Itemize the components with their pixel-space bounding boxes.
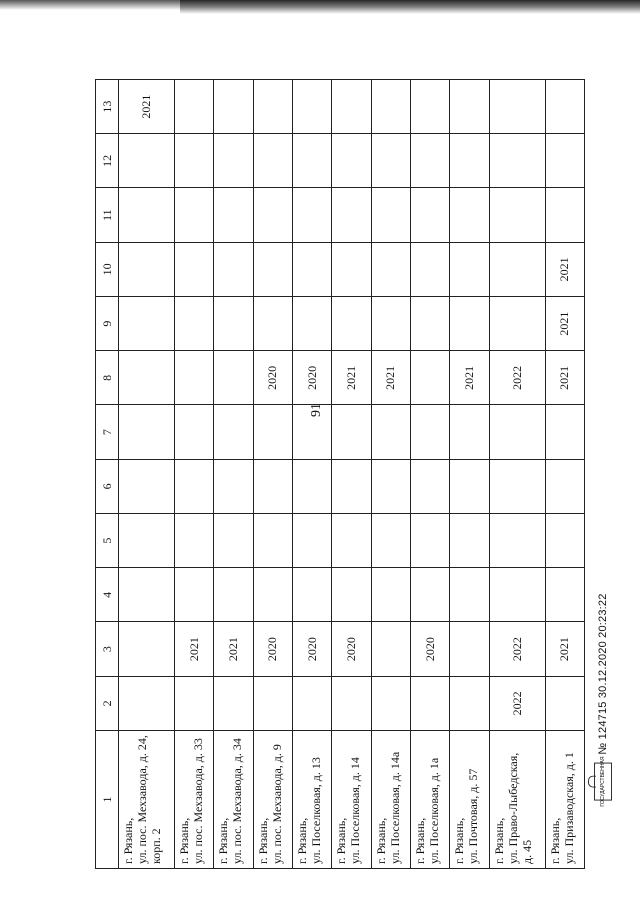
- year-cell-col-13: [214, 80, 253, 134]
- year-cell-col-10: [175, 242, 214, 296]
- year-cell-col-4: [450, 568, 489, 622]
- year-cell-col-8: [175, 351, 214, 405]
- address-cell: [489, 731, 545, 869]
- address-line: г. Рязань,: [373, 817, 388, 864]
- year-cell-col-11: [253, 188, 292, 242]
- year-cell-col-8: 2021: [545, 351, 584, 405]
- year-cell-col-12: [214, 134, 253, 188]
- year-cell-col-8: 2021: [332, 351, 371, 405]
- address-line: г. Рязань,: [334, 817, 349, 864]
- year-cell-col-3: 2020: [410, 622, 449, 676]
- year-cell-col-11: [332, 188, 371, 242]
- table-body: [119, 80, 585, 869]
- address-line: г. Рязань,: [491, 817, 506, 864]
- year-cell-col-13: [371, 80, 410, 134]
- year-cell-col-13: [292, 80, 331, 134]
- year-cell-col-7: [332, 405, 371, 459]
- address-line: ул. Поселковая, д. 13: [308, 757, 323, 864]
- year-cell-col-5: [332, 514, 371, 568]
- year-cell-col-6: [292, 459, 331, 513]
- year-cell-col-6: [545, 459, 584, 513]
- year-cell-col-4: [119, 568, 175, 622]
- year-cell-col-2: [332, 676, 371, 730]
- address-line: ул. пос. Мехзавода, д. 24,: [135, 735, 149, 864]
- column-header-13: 13: [96, 80, 119, 134]
- year-cell-col-4: [410, 568, 449, 622]
- year-cell-col-3: 2022: [489, 622, 545, 676]
- address-line: г. Рязань,: [255, 817, 270, 864]
- year-cell-col-9: [119, 297, 175, 351]
- year-cell-col-10: 2021: [545, 242, 584, 296]
- year-cell-col-10: [214, 242, 253, 296]
- year-cell-col-11: [545, 188, 584, 242]
- year-cell-col-3: [119, 622, 175, 676]
- year-cell-col-5: [292, 514, 331, 568]
- year-cell-col-7: [119, 405, 175, 459]
- year-cell-col-10: [332, 242, 371, 296]
- year-cell-col-12: [119, 134, 175, 188]
- address-line: ул. Почтовая, д. 57: [466, 768, 481, 864]
- year-cell-col-10: [450, 242, 489, 296]
- table-row: [253, 80, 292, 869]
- address-line: ул. Поселковая, д. 1а: [426, 757, 441, 864]
- year-cell-col-7: [292, 405, 331, 459]
- column-header-2: 2: [96, 676, 119, 730]
- year-cell-col-12: [292, 134, 331, 188]
- year-cell-col-8: 2022: [489, 351, 545, 405]
- year-cell-col-11: [119, 188, 175, 242]
- address-cell: [119, 731, 175, 869]
- year-cell-col-7: [545, 405, 584, 459]
- address-line: г. Рязань,: [547, 817, 562, 864]
- year-cell-col-6: [371, 459, 410, 513]
- address-line: г. Рязань,: [294, 817, 309, 864]
- year-cell-col-3: 2021: [175, 622, 214, 676]
- year-cell-col-7: [175, 405, 214, 459]
- year-cell-col-9: [214, 297, 253, 351]
- table-row: [450, 80, 489, 869]
- column-header-8: 8: [96, 351, 119, 405]
- address-line: ул. Поселковая, д. 14а: [387, 751, 402, 864]
- year-cell-col-7: [489, 405, 545, 459]
- column-header-7: 7: [96, 405, 119, 459]
- address-line: г. Рязань,: [452, 817, 467, 864]
- year-cell-col-6: [119, 459, 175, 513]
- year-cell-col-5: [214, 514, 253, 568]
- year-cell-col-6: [410, 459, 449, 513]
- year-cell-col-8: 2021: [450, 351, 489, 405]
- year-cell-col-2: [545, 676, 584, 730]
- year-cell-col-12: [450, 134, 489, 188]
- column-header-3: 3: [96, 622, 119, 676]
- column-header-9: 9: [96, 297, 119, 351]
- coat-of-arms-seal: [594, 756, 612, 807]
- address-line: ул. пос. Мехзавода, д. 9: [269, 744, 284, 864]
- year-cell-col-13: [545, 80, 584, 134]
- year-cell-col-13: [410, 80, 449, 134]
- year-cell-col-2: [292, 676, 331, 730]
- address-line: ул. Призаводская, д. 1: [561, 752, 576, 864]
- year-cell-col-6: [332, 459, 371, 513]
- page-number: 91: [309, 403, 324, 417]
- year-cell-col-5: [253, 514, 292, 568]
- year-cell-col-2: [371, 676, 410, 730]
- table-row: [214, 80, 253, 869]
- year-cell-col-8: 2020: [292, 351, 331, 405]
- table-row: [371, 80, 410, 869]
- column-header-1: 1: [96, 731, 119, 869]
- column-header-5: 5: [96, 514, 119, 568]
- address-cell: [450, 731, 489, 869]
- column-header-11: 11: [96, 188, 119, 242]
- address-line: г. Рязань,: [177, 817, 191, 864]
- table-row: [292, 80, 331, 869]
- year-cell-col-13: [489, 80, 545, 134]
- year-cell-col-3: 2020: [253, 622, 292, 676]
- year-cell-col-7: [450, 405, 489, 459]
- year-cell-col-10: [292, 242, 331, 296]
- year-cell-col-4: [175, 568, 214, 622]
- address-cell: [371, 731, 410, 869]
- address-cell: [410, 731, 449, 869]
- address-line: ул. пос. Мехзавода, д. 34: [230, 738, 245, 864]
- address-line: ул. Право-Лыбедская,: [505, 752, 520, 864]
- year-cell-col-6: [489, 459, 545, 513]
- year-cell-col-13: [175, 80, 214, 134]
- year-cell-col-13: 2021: [119, 80, 175, 134]
- year-cell-col-4: [371, 568, 410, 622]
- year-cell-col-13: [332, 80, 371, 134]
- year-cell-col-13: [450, 80, 489, 134]
- year-cell-col-7: [214, 405, 253, 459]
- year-cell-col-3: [371, 622, 410, 676]
- year-cell-col-10: [253, 242, 292, 296]
- address-cell: [175, 731, 214, 869]
- year-cell-col-8: 2021: [371, 351, 410, 405]
- column-header-6: 6: [96, 459, 119, 513]
- year-cell-col-3: 2020: [332, 622, 371, 676]
- year-cell-col-11: [410, 188, 449, 242]
- year-cell-col-9: [410, 297, 449, 351]
- year-cell-col-9: [175, 297, 214, 351]
- year-cell-col-10: [410, 242, 449, 296]
- year-cell-col-2: 2022: [489, 676, 545, 730]
- year-cell-col-6: [253, 459, 292, 513]
- year-cell-col-10: [371, 242, 410, 296]
- year-cell-col-10: [119, 242, 175, 296]
- year-cell-col-5: [545, 514, 584, 568]
- year-cell-col-11: [450, 188, 489, 242]
- year-cell-col-12: [371, 134, 410, 188]
- year-cell-col-6: [214, 459, 253, 513]
- year-cell-col-3: 2021: [214, 622, 253, 676]
- year-cell-col-6: [175, 459, 214, 513]
- year-cell-col-7: [371, 405, 410, 459]
- address-cell: [545, 731, 584, 869]
- year-cell-col-5: [410, 514, 449, 568]
- address-line: г. Рязань,: [216, 817, 231, 864]
- year-cell-col-11: [371, 188, 410, 242]
- year-cell-col-8: [119, 351, 175, 405]
- address-cell: [332, 731, 371, 869]
- table-row: [175, 80, 214, 869]
- column-header-12: 12: [96, 134, 119, 188]
- year-cell-col-7: [253, 405, 292, 459]
- year-cell-col-11: [214, 188, 253, 242]
- year-cell-col-4: [292, 568, 331, 622]
- year-cell-col-8: 2020: [253, 351, 292, 405]
- document-footer: [594, 593, 612, 807]
- year-cell-col-5: [450, 514, 489, 568]
- year-cell-col-9: [292, 297, 331, 351]
- address-cell: [214, 731, 253, 869]
- year-cell-col-5: [119, 514, 175, 568]
- year-cell-col-5: [371, 514, 410, 568]
- year-cell-col-12: [175, 134, 214, 188]
- year-cell-col-11: [489, 188, 545, 242]
- year-cell-col-8: [410, 351, 449, 405]
- document-number-timestamp: № 124715 30.12.2020 20:23:22: [597, 593, 609, 755]
- address-line: г. Рязань,: [412, 817, 427, 864]
- address-cell: [292, 731, 331, 869]
- year-cell-col-4: [545, 568, 584, 622]
- scan-shadow-top-right: [180, 0, 640, 14]
- year-cell-col-4: [332, 568, 371, 622]
- year-cell-col-9: [450, 297, 489, 351]
- year-cell-col-9: [332, 297, 371, 351]
- year-cell-col-3: [450, 622, 489, 676]
- year-cell-col-9: [489, 297, 545, 351]
- year-cell-col-4: [214, 568, 253, 622]
- year-cell-col-9: [371, 297, 410, 351]
- header-row: [96, 80, 119, 869]
- address-line: корп. 2: [149, 828, 163, 864]
- year-cell-col-11: [175, 188, 214, 242]
- year-cell-col-4: [489, 568, 545, 622]
- address-cell: [253, 731, 292, 869]
- year-cell-col-10: [489, 242, 545, 296]
- year-cell-col-5: [489, 514, 545, 568]
- year-cell-col-2: [410, 676, 449, 730]
- year-cell-col-12: [545, 134, 584, 188]
- year-cell-col-6: [450, 459, 489, 513]
- year-cell-col-2: [175, 676, 214, 730]
- year-cell-col-9: 2021: [545, 297, 584, 351]
- year-cell-col-4: [253, 568, 292, 622]
- year-cell-col-2: [214, 676, 253, 730]
- year-cell-col-12: [253, 134, 292, 188]
- address-line: ул. Поселковая, д. 14: [348, 757, 363, 864]
- schedule-table: [95, 79, 585, 869]
- table-row: [119, 80, 175, 869]
- column-header-10: 10: [96, 242, 119, 296]
- year-cell-col-12: [332, 134, 371, 188]
- address-line: ул. пос. Мехзавода, д. 33: [191, 738, 205, 864]
- column-header-4: 4: [96, 568, 119, 622]
- address-line: д. 45: [519, 839, 534, 864]
- table-row: [332, 80, 371, 869]
- year-cell-col-12: [489, 134, 545, 188]
- year-cell-col-11: [292, 188, 331, 242]
- table-row: [489, 80, 545, 869]
- seal-text: ГОСУДАРСТВЕННАЯ: [600, 756, 606, 807]
- year-cell-col-8: [214, 351, 253, 405]
- year-cell-col-7: [410, 405, 449, 459]
- year-cell-col-2: [119, 676, 175, 730]
- year-cell-col-2: [253, 676, 292, 730]
- address-line: г. Рязань,: [121, 817, 135, 864]
- table-row: [410, 80, 449, 869]
- year-cell-col-13: [253, 80, 292, 134]
- rotated-table-container: [95, 79, 585, 869]
- year-cell-col-2: [450, 676, 489, 730]
- year-cell-col-5: [175, 514, 214, 568]
- year-cell-col-9: [253, 297, 292, 351]
- year-cell-col-12: [410, 134, 449, 188]
- year-cell-col-3: 2021: [545, 622, 584, 676]
- table-row: [545, 80, 584, 869]
- year-cell-col-3: 2020: [292, 622, 331, 676]
